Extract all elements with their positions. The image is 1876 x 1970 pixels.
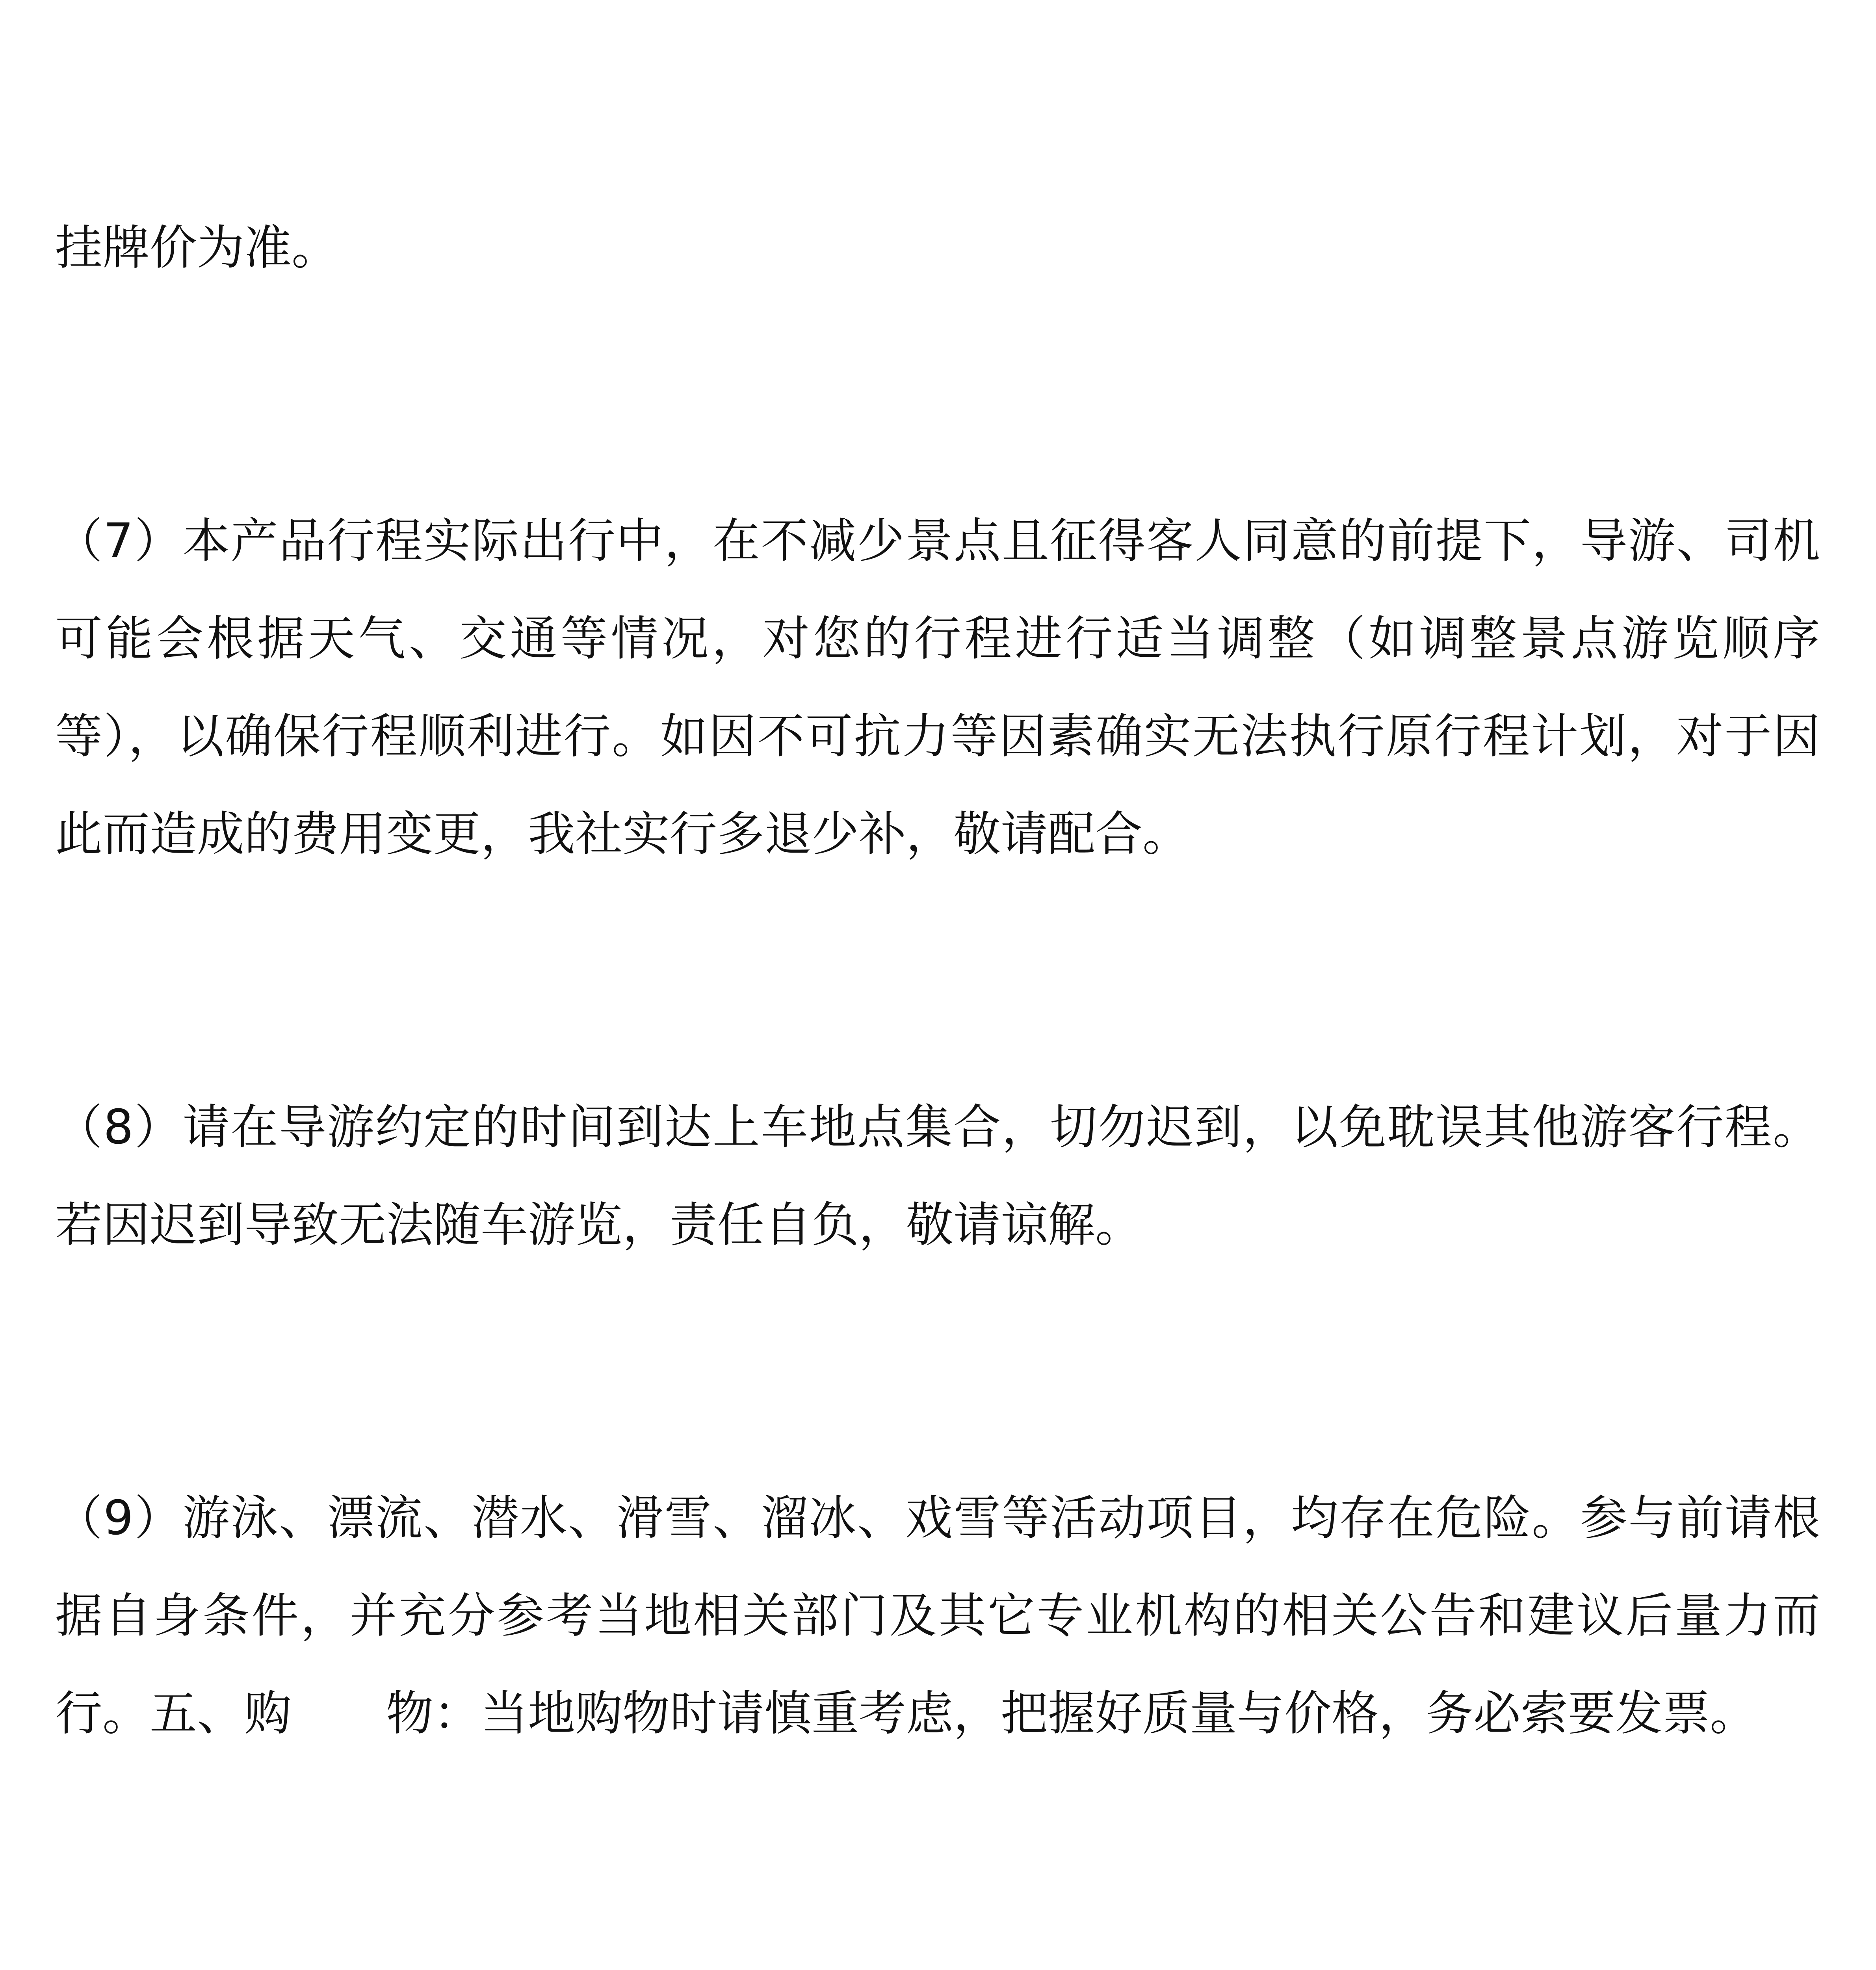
notes-paragraph: （7）本产品行程实际出行中，在不减少景点且征得客人同意的前提下，导游、司机可能会根据天气、交通等情况，对您的行程进行适当调整（如调整景点游览顺序等），以确保行程顺利进行。如因不可抗力等因素确实无法执行原行程计划，对于因此而造成的费用变更，我社实行多退少补，敬请配合。 [55,514,1820,862]
notes-paragraph [55,1958,1820,1970]
notes-paragraph: （8）请在导游约定的时间到达上车地点集合，切勿迟到，以免耽误其他游客行程。若因迟到导致无法随车游览，责任自负，敬请谅解。 [55,1100,1820,1253]
notes-paragraph: 挂牌价为准。 [55,221,339,275]
notes-block [55,4,1820,1970]
notes-paragraph: （9）游泳、漂流、潜水、滑雪、溜冰、戏雪等活动项目，均存在危险。参与前请根据自身条件，并充分参考当地相关部门及其它专业机构的相关公告和建议后量力而行。五、购 物：当地购物时请慎重考虑，把握好质量与价格，务必索要发票。 [55,1491,1820,1741]
